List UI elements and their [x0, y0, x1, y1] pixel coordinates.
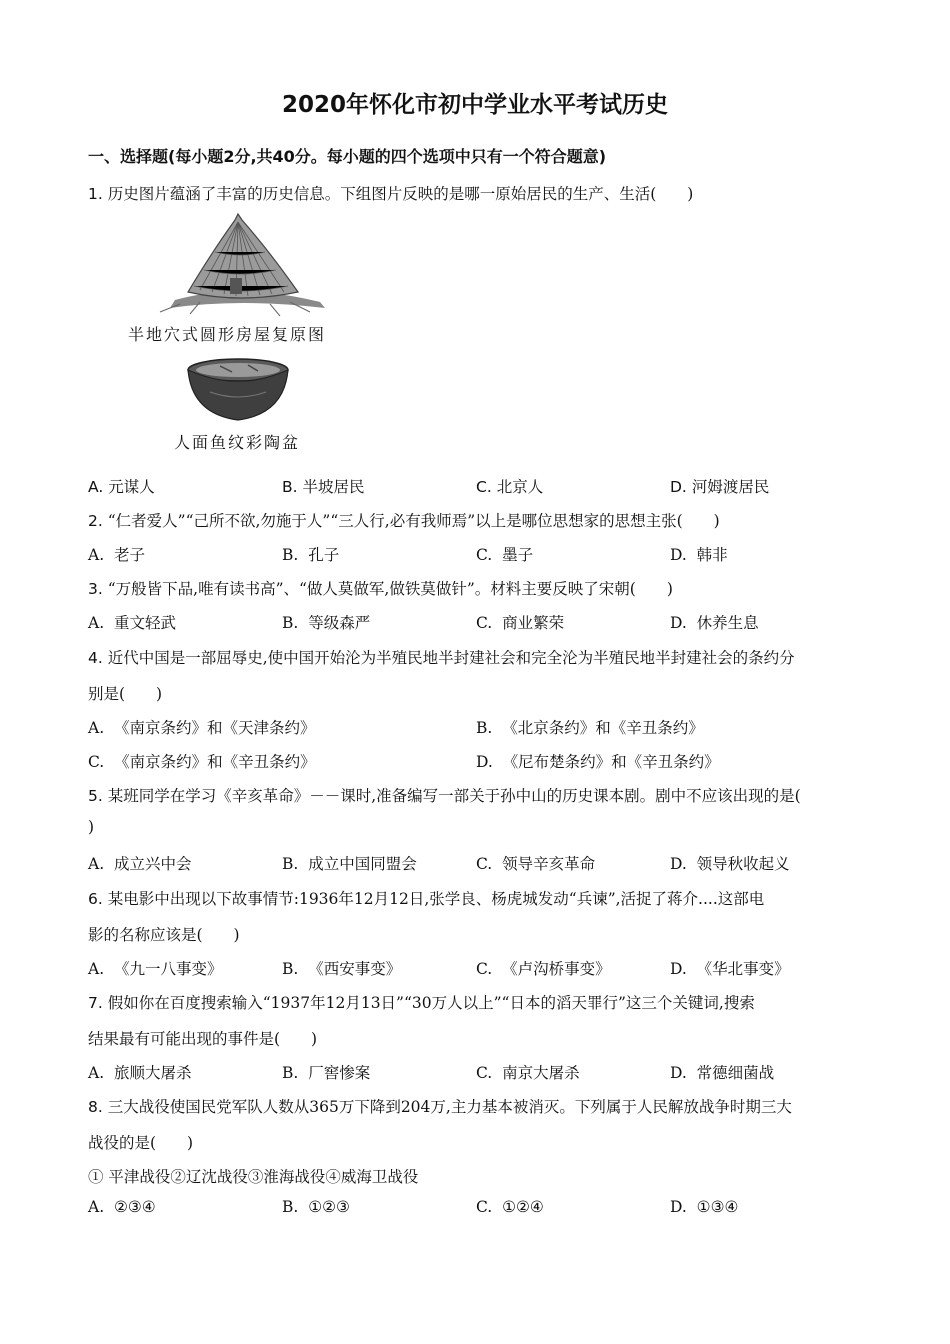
question-number: 7. [88, 994, 103, 1012]
question-7-line-2: 结果最有可能出现的事件是( ) [88, 1030, 318, 1048]
option-a[interactable]: A. ②③④ [88, 1198, 156, 1216]
option-b[interactable]: B. 《北京条约》和《辛丑条约》 [476, 719, 704, 737]
question-text: 历史图片蕴涵了丰富的历史信息。下组图片反映的是哪一原始居民的生产、生活( ) [107, 185, 694, 203]
question-7-options [0, 1061, 950, 1085]
option-c[interactable]: C. 南京大屠杀 [476, 1064, 580, 1082]
question-1-options [0, 475, 950, 499]
option-d[interactable]: D. 《华北事变》 [670, 960, 790, 978]
question-4 [88, 646, 795, 668]
figure-group [120, 212, 360, 462]
figure-caption-basin: 人面鱼纹彩陶盆 [174, 433, 301, 452]
question-8 [88, 1095, 792, 1117]
question-3 [88, 577, 673, 599]
option-c[interactable]: C. 《卢沟桥事变》 [476, 960, 611, 978]
option-c[interactable]: C. 《南京条约》和《辛丑条约》 [88, 753, 316, 771]
question-5 [88, 784, 801, 806]
option-c[interactable]: C. 商业繁荣 [476, 614, 565, 632]
question-8-options [0, 1198, 950, 1222]
question-text: 三大战役使国民党军队人数从365万下降到204万,主力基本被消灭。下列属于人民解放战争时期三大 [107, 1098, 792, 1116]
question-5-line-2: ) [88, 818, 95, 836]
option-c[interactable]: C. ①②④ [476, 1198, 544, 1216]
question-text: 某班同学在学习《辛亥革命》－－课时,准备编写一部关于孙中山的历史课本剧。剧中不应该出现的是( [107, 787, 801, 805]
option-b[interactable]: B. 成立中国同盟会 [282, 855, 417, 873]
question-5-options [0, 852, 950, 876]
option-d[interactable]: D. 《尼布楚条约》和《辛丑条约》 [476, 753, 720, 771]
hut-illustration [120, 212, 360, 322]
question-text: 假如你在百度搜索输入“1937年12月13日”“30万人以上”“日本的滔天罪行”这三个关键词,搜索 [107, 994, 755, 1012]
question-4-options-row-1 [0, 716, 950, 740]
question-number: 6. [88, 890, 103, 908]
option-a[interactable]: A. 老子 [88, 546, 145, 564]
option-b[interactable]: B. 《西安事变》 [282, 960, 402, 978]
question-3-options [0, 611, 950, 635]
exam-title: 2020年怀化市初中学业水平考试历史 [281, 92, 668, 118]
question-text: 近代中国是一部屈辱史,使中国开始沦为半殖民地半封建社会和完全沦为半殖民地半封建社会的条约分 [107, 649, 795, 667]
question-1 [88, 182, 693, 204]
option-a[interactable]: A. 重文轻武 [88, 614, 176, 632]
option-c[interactable]: C. 北京人 [476, 478, 544, 496]
question-4-options-row-2 [0, 750, 950, 774]
question-6-line-2: 影的名称应该是( ) [88, 926, 240, 944]
question-6-options [0, 957, 950, 981]
option-d[interactable]: D. 河姆渡居民 [670, 478, 770, 496]
question-text: “万般皆下品,唯有读书高”、“做人莫做军,做铁莫做针”。材料主要反映了宋朝( ) [107, 580, 673, 598]
question-number: 2. [88, 512, 103, 530]
option-b[interactable]: B. 等级森严 [282, 614, 371, 632]
option-d[interactable]: D. 领导秋收起义 [670, 855, 790, 873]
question-number: 1. [88, 185, 103, 203]
option-a[interactable]: A. 旅顺大屠杀 [88, 1064, 192, 1082]
question-number: 8. [88, 1098, 103, 1116]
option-b[interactable]: B. 厂窖惨案 [282, 1064, 371, 1082]
option-d[interactable]: D. 常德细菌战 [670, 1064, 775, 1082]
option-b[interactable]: B. 孔子 [282, 546, 340, 564]
question-4-line-2: 别是( ) [88, 685, 163, 703]
question-number: 4. [88, 649, 103, 667]
option-b[interactable]: B. 半坡居民 [282, 478, 365, 496]
question-text: “仁者爱人”“己所不欲,勿施于人”“三人行,必有我师焉”以上是哪位思想家的思想主张( ) [107, 512, 720, 530]
option-a[interactable]: A. 元谋人 [88, 478, 155, 496]
option-a[interactable]: A. 成立兴中会 [88, 855, 192, 873]
option-a[interactable]: A. 《九一八事变》 [88, 960, 223, 978]
option-c[interactable]: C. 墨子 [476, 546, 534, 564]
question-7 [88, 991, 755, 1013]
figure-caption-hut: 半地穴式圆形房屋复原图 [128, 325, 327, 344]
question-text: 某电影中出现以下故事情节:1936年12月12日,张学良、杨虎城发动“兵谏”,活捉了蒋介....这部电 [107, 890, 765, 908]
option-c[interactable]: C. 领导辛亥革命 [476, 855, 596, 873]
option-d[interactable]: D. ①③④ [670, 1198, 739, 1216]
question-2 [88, 509, 720, 531]
question-8-line-2: 战役的是( ) [88, 1134, 194, 1152]
option-a[interactable]: A. 《南京条约》和《天津条约》 [88, 719, 316, 737]
section-heading: 一、选择题(每小题2分,共40分。每小题的四个选项中只有一个符合题意) [88, 147, 607, 166]
option-d[interactable]: D. 休养生息 [670, 614, 759, 632]
question-number: 3. [88, 580, 103, 598]
option-d[interactable]: D. 韩非 [670, 546, 728, 564]
option-b[interactable]: B. ①②③ [282, 1198, 350, 1216]
question-8-line-3: ① 平津战役②辽沈战役③淮海战役④威海卫战役 [88, 1168, 419, 1186]
pottery-basin-illustration [120, 352, 360, 432]
question-number: 5. [88, 787, 103, 805]
question-2-options [0, 543, 950, 567]
question-6 [88, 887, 764, 909]
